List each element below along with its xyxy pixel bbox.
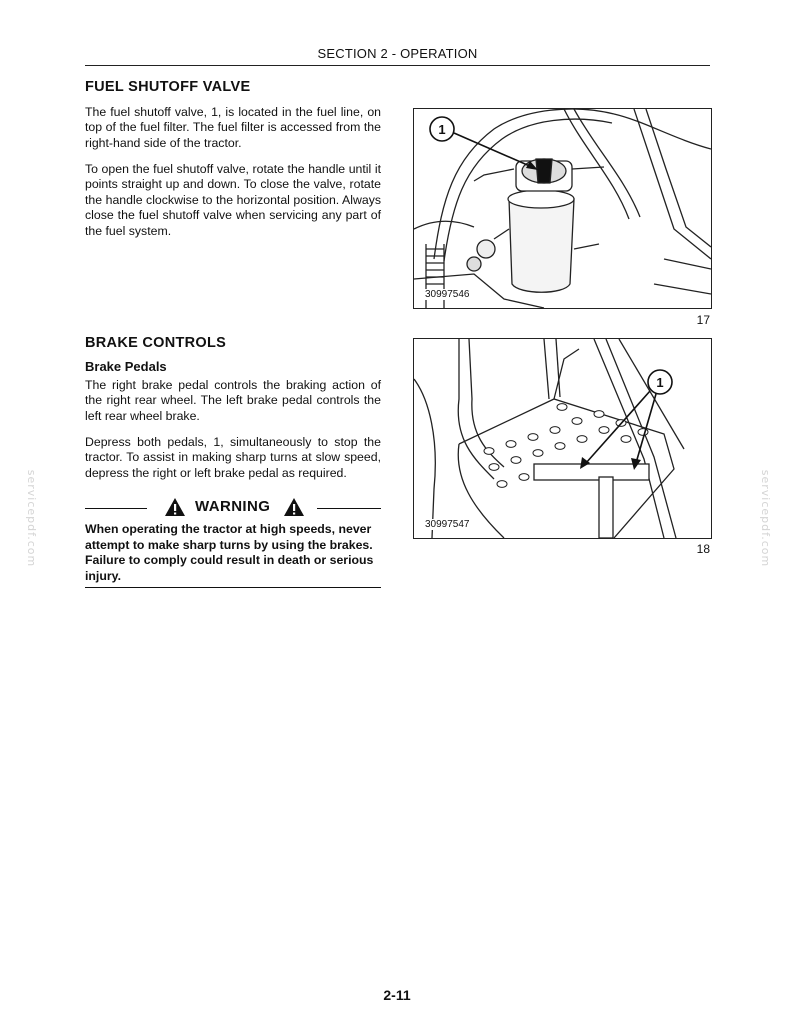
warning-left-rule <box>85 508 147 509</box>
figure-17-id: 30997546 <box>425 289 470 300</box>
brake-paragraph-1-wrap <box>85 378 381 424</box>
figure-17-callout: 1 <box>438 122 446 137</box>
warning-bottom-rule <box>85 587 381 588</box>
warning-label: WARNING <box>195 498 271 515</box>
figure-17-number: 17 <box>696 313 710 327</box>
figure-18-callout: 1 <box>656 375 664 390</box>
brake-pedals-illustration <box>414 339 711 538</box>
figure-18-number: 18 <box>696 542 710 556</box>
section-header: SECTION 2 - OPERATION <box>317 46 478 61</box>
fuel-filter-illustration <box>414 109 711 308</box>
brake-section-title: BRAKE CONTROLS <box>85 335 227 351</box>
figure-18-id: 30997547 <box>425 519 470 530</box>
header-rule <box>85 65 710 66</box>
fuel-paragraph-1-wrap <box>85 105 381 151</box>
fuel-paragraph-2: To open the fuel shutoff valve, rotate the handle until it points straight up and down. To close the valve, rotate the handle clockwise to the horizontal position. Always close the fuel shutoff valve when servicing any part of the fuel system. <box>85 162 381 238</box>
brake-subtitle-wrap <box>85 359 381 374</box>
fuel-section <box>85 79 381 95</box>
warning-triangle-icon <box>164 497 186 517</box>
fuel-paragraph-2-wrap <box>85 162 381 239</box>
brake-paragraph-2: Depress both pedals, 1, simultaneously to stop the tractor. To assist in making sharp turns at slow speed, depress the right or left brake pedal as required. <box>85 435 381 480</box>
watermark-right: servicepdf.com <box>759 469 773 568</box>
warning-banner <box>85 497 381 519</box>
figure-brake-pedals <box>413 338 712 539</box>
warning-text: When operating the tractor at high speeds, never attempt to make sharp turns by using the brakes. Failure to comply could result in death or serious injury. <box>85 522 374 583</box>
brake-pedals-subtitle: Brake Pedals <box>85 359 167 374</box>
fuel-paragraph-1: The fuel shutoff valve, 1, is located in the fuel line, on top of the fuel filter. The fuel filter is accessed from the right-hand side of the tractor. <box>85 105 381 150</box>
brake-section <box>85 335 381 351</box>
watermark-left: servicepdf.com <box>25 469 39 568</box>
brake-paragraph-1: The right brake pedal controls the braking action of the right rear wheel. The left brake pedal controls the left rear wheel brake. <box>85 378 381 423</box>
fuel-section-title: FUEL SHUTOFF VALVE <box>85 79 251 95</box>
warning-triangle-icon <box>283 497 305 517</box>
warning-right-rule <box>317 508 381 509</box>
figure-fuel-shutoff-valve <box>413 108 712 309</box>
page-number: 2-11 <box>383 987 411 1003</box>
brake-paragraph-2-wrap <box>85 435 381 481</box>
